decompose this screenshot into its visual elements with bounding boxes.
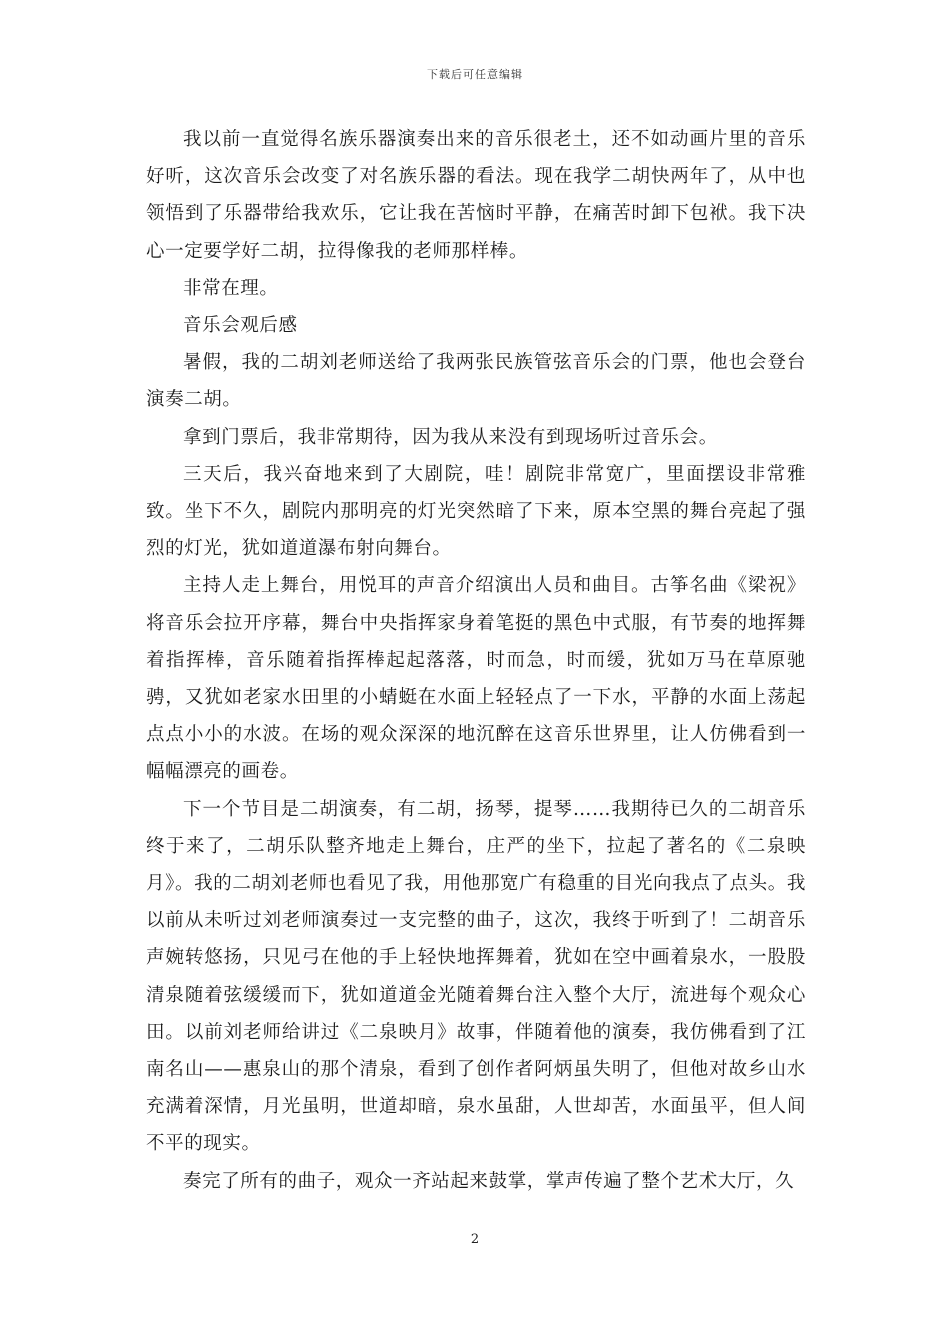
document-body xyxy=(146,121,806,1200)
paragraph: 奏完了所有的曲子，观众一齐站起来鼓掌，掌声传遍了整个艺术大厅，久 xyxy=(183,1170,795,1192)
paragraph: 下一个节目是二胡演奏，有二胡，扬琴，提琴……我期待已久的二胡音乐终于来了，二胡乐队整齐地走上舞台，庄严的坐下，拉起了著名的《二泉映月》。我的二胡刘老师也看见了我，用他那宽广有稳重的目光向我点了点头。我以前从未听过刘老师演奏过一支完整的曲子，这次，我终于听到了！二胡音乐声婉转悠扬，只见弓在他的手上轻快地挥舞着，犹如在空中画着泉水，一股股清泉随着弦缓缓而下，犹如道道金光随着舞台注入整个大厅，流进每个观众心田。以前刘老师给讲过《二泉映月》故事，伴随着他的演奏，我仿佛看到了江南名山——惠泉山的那个清泉，看到了创作者阿炳虽失明了，但他对故乡山水充满着深情，月光虽明，世道却暗，泉水虽甜，人世却苦，水面虽平，但人间不平的现实。 xyxy=(146,798,806,1155)
paragraph: 非常在理。 xyxy=(183,277,279,299)
section-title: 音乐会观后感 xyxy=(183,315,298,337)
paragraph: 主持人走上舞台，用悦耳的声音介绍演出人员和曲目。古筝名曲《梁祝》将音乐会拉开序幕，舞台中央指挥家身着笔挺的黑色中式服，有节奏的地挥舞着指挥棒，音乐随着指挥棒起起落落，时而急，时而缓，犹如万马在草原驰骋，又犹如老家水田里的小蜻蜓在水面上轻轻点了一下水，平静的水面上荡起点点小小的水波。在场的观众深深的地沉醉在这音乐世界里，让人仿佛看到一幅幅漂亮的画卷。 xyxy=(146,575,806,783)
paragraph: 我以前一直觉得名族乐器演奏出来的音乐很老土，还不如动画片里的音乐好听，这次音乐会改变了对名族乐器的看法。现在我学二胡快两年了，从中也领悟到了乐器带给我欢乐，它让我在苦恼时平静，在痛苦时卸下包袱。我下决心一定要学好二胡，拉得像我的老师那样棒。 xyxy=(146,129,806,262)
page-number: 2 xyxy=(470,1232,480,1247)
paragraph: 暑假，我的二胡刘老师送给了我两张民族管弦音乐会的门票，他也会登台演奏二胡。 xyxy=(146,352,806,411)
page-header: 下载后可任意编辑 xyxy=(427,68,523,81)
paragraph: 三天后，我兴奋地来到了大剧院，哇！剧院非常宽广，里面摆设非常雅致。坐下不久，剧院内那明亮的灯光突然暗了下来，原本空黑的舞台亮起了强烈的灯光，犹如道道瀑布射向舞台。 xyxy=(146,463,806,560)
paragraph: 拿到门票后，我非常期待，因为我从来没有到现场听过音乐会。 xyxy=(183,426,718,448)
